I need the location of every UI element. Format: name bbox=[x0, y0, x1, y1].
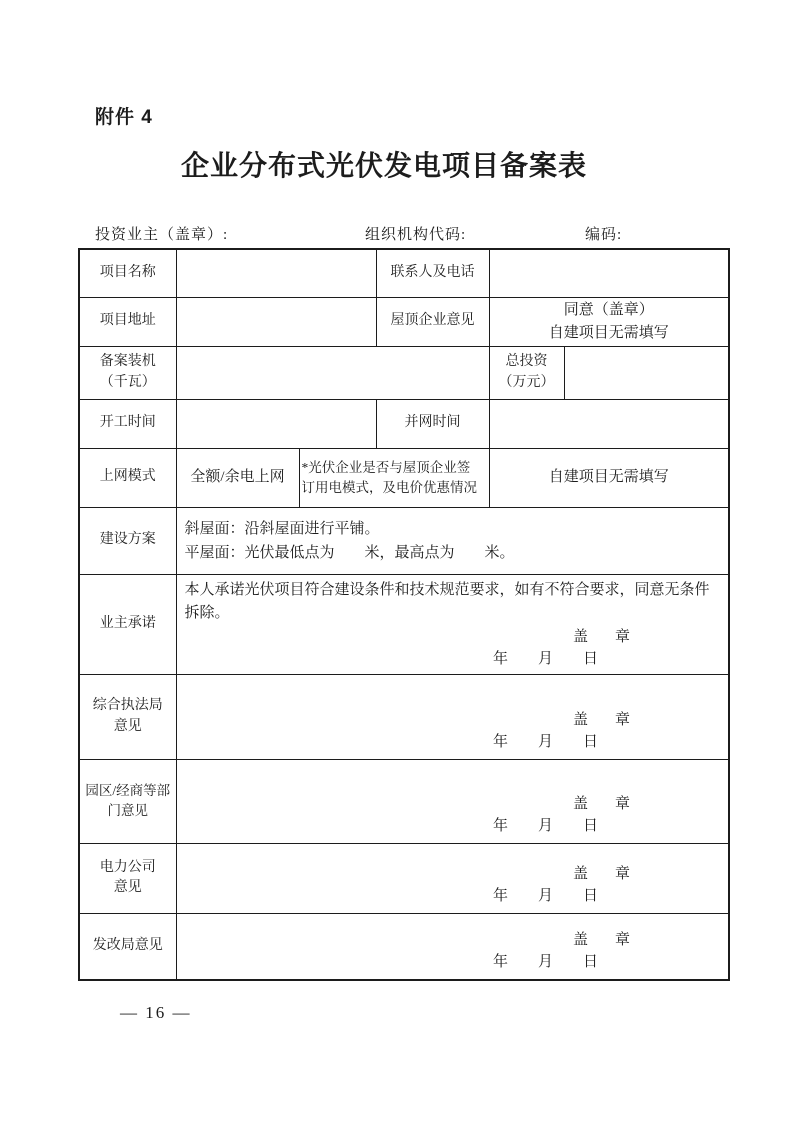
table-row bbox=[79, 249, 729, 297]
power-company-opinion-label bbox=[79, 843, 176, 913]
investment-label bbox=[489, 346, 564, 399]
ndrc-opinion-label-line1: 发改局意见 bbox=[92, 938, 163, 954]
commitment-label: 业主承诺 bbox=[79, 574, 176, 674]
table-row bbox=[79, 913, 729, 980]
capacity-label-line1: 备案装机 bbox=[99, 354, 156, 370]
park-dept-opinion-cell bbox=[176, 759, 729, 843]
commitment-stamp-line: 盖 章 bbox=[572, 628, 636, 645]
investor-seal-label: 投资业主（盖章）: bbox=[95, 227, 229, 243]
power-company-opinion-label-line2: 意见 bbox=[113, 880, 142, 895]
enforcement-opinion-label bbox=[79, 674, 176, 759]
ndrc-opinion-label bbox=[79, 913, 176, 980]
project-address-label: 项目地址 bbox=[79, 297, 176, 346]
commitment-sign-block bbox=[177, 626, 729, 675]
park-dept-opinion-label-line1: 园区/经商等部 bbox=[85, 783, 171, 799]
power-company-opinion-label-line1: 电力公司 bbox=[99, 859, 156, 875]
table-row bbox=[79, 759, 729, 843]
enforcement-opinion-cell bbox=[176, 674, 729, 759]
table-row bbox=[79, 448, 729, 507]
park-dept-date-line: 年 月 日 bbox=[492, 817, 598, 834]
investment-label-line2: （万元） bbox=[498, 374, 555, 390]
code-label: 编码: bbox=[585, 227, 623, 243]
enforcement-stamp-line: 盖 章 bbox=[572, 711, 636, 728]
capacity-label bbox=[79, 346, 176, 399]
org-code-label: 组织机构代码: bbox=[365, 227, 467, 243]
power-company-date-line: 年 月 日 bbox=[492, 887, 598, 904]
plan-line1: 斜屋面：沿斜屋面进行平铺。 bbox=[184, 520, 380, 537]
enforcement-opinion-label-line1: 综合执法局 bbox=[92, 698, 163, 714]
page-number: — 16 — bbox=[120, 1003, 192, 1022]
contact-label: 联系人及电话 bbox=[376, 249, 489, 297]
roof-opinion-label: 屋顶企业意见 bbox=[376, 297, 489, 346]
project-address-value-cell bbox=[176, 297, 376, 346]
page-title: 企业分布式光伏发电项目备案表 bbox=[180, 151, 587, 182]
project-name-label: 项目名称 bbox=[79, 249, 176, 297]
capacity-value-cell bbox=[176, 346, 489, 399]
enforcement-opinion-label-line2: 意见 bbox=[113, 718, 142, 734]
ndrc-date-line: 年 月 日 bbox=[492, 954, 598, 970]
plan-label: 建设方案 bbox=[79, 507, 176, 574]
grid-mode-note-line1: *光伏企业是否与屋顶企业签 bbox=[301, 459, 471, 475]
grid-time-value-cell bbox=[489, 399, 729, 448]
filing-form-table bbox=[78, 248, 730, 981]
plan-line2: 平屋面：光伏最低点为 米，最高点为 米。 bbox=[184, 544, 515, 561]
roof-opinion-line1: 同意（盖章） bbox=[563, 302, 654, 318]
table-row bbox=[79, 843, 729, 913]
park-dept-opinion-label-line2: 门意见 bbox=[107, 803, 148, 818]
commitment-date-line: 年 月 日 bbox=[492, 650, 598, 667]
roof-opinion-value-cell bbox=[489, 297, 729, 346]
enforcement-date-line: 年 月 日 bbox=[492, 733, 598, 750]
project-name-value-cell bbox=[176, 249, 376, 297]
ndrc-opinion-cell bbox=[176, 913, 729, 980]
table-row bbox=[79, 674, 729, 759]
park-dept-stamp-line: 盖 章 bbox=[572, 795, 636, 812]
table-row bbox=[79, 297, 729, 346]
capacity-label-line2: （千瓦） bbox=[99, 374, 156, 390]
table-row bbox=[79, 399, 729, 448]
plan-content-cell bbox=[176, 507, 729, 574]
plan-content bbox=[177, 517, 729, 565]
power-company-stamp-line: 盖 章 bbox=[572, 865, 636, 882]
roof-opinion-line2: 自建项目无需填写 bbox=[548, 324, 669, 341]
table-row bbox=[79, 574, 729, 674]
table-row bbox=[79, 507, 729, 574]
park-dept-opinion-label bbox=[79, 759, 176, 843]
contact-value-cell bbox=[489, 249, 729, 297]
commitment-content-wrap bbox=[177, 575, 729, 673]
ndrc-stamp-line: 盖 章 bbox=[572, 932, 636, 948]
power-company-opinion-cell bbox=[176, 843, 729, 913]
grid-mode-note-line2: 订用电模式，及电价优惠情况 bbox=[301, 479, 477, 495]
grid-mode-note-cell bbox=[299, 448, 489, 507]
grid-mode-right-note: 自建项目无需填写 bbox=[489, 448, 729, 507]
grid-mode-label: 上网模式 bbox=[79, 448, 176, 507]
investment-value-cell bbox=[564, 346, 729, 399]
start-time-value-cell bbox=[176, 399, 376, 448]
commitment-text: 本人承诺光伏项目符合建设条件和技术规范要求，如有不符合要求，同意无条件拆除。 bbox=[184, 582, 710, 622]
commitment-cell bbox=[176, 574, 729, 674]
investment-label-line1: 总投资 bbox=[505, 354, 548, 370]
attachment-label: 附件 4 bbox=[95, 107, 153, 128]
start-time-label: 开工时间 bbox=[79, 399, 176, 448]
grid-mode-value: 全额/余电上网 bbox=[176, 448, 299, 507]
table-row bbox=[79, 346, 729, 399]
grid-time-label: 并网时间 bbox=[376, 399, 489, 448]
